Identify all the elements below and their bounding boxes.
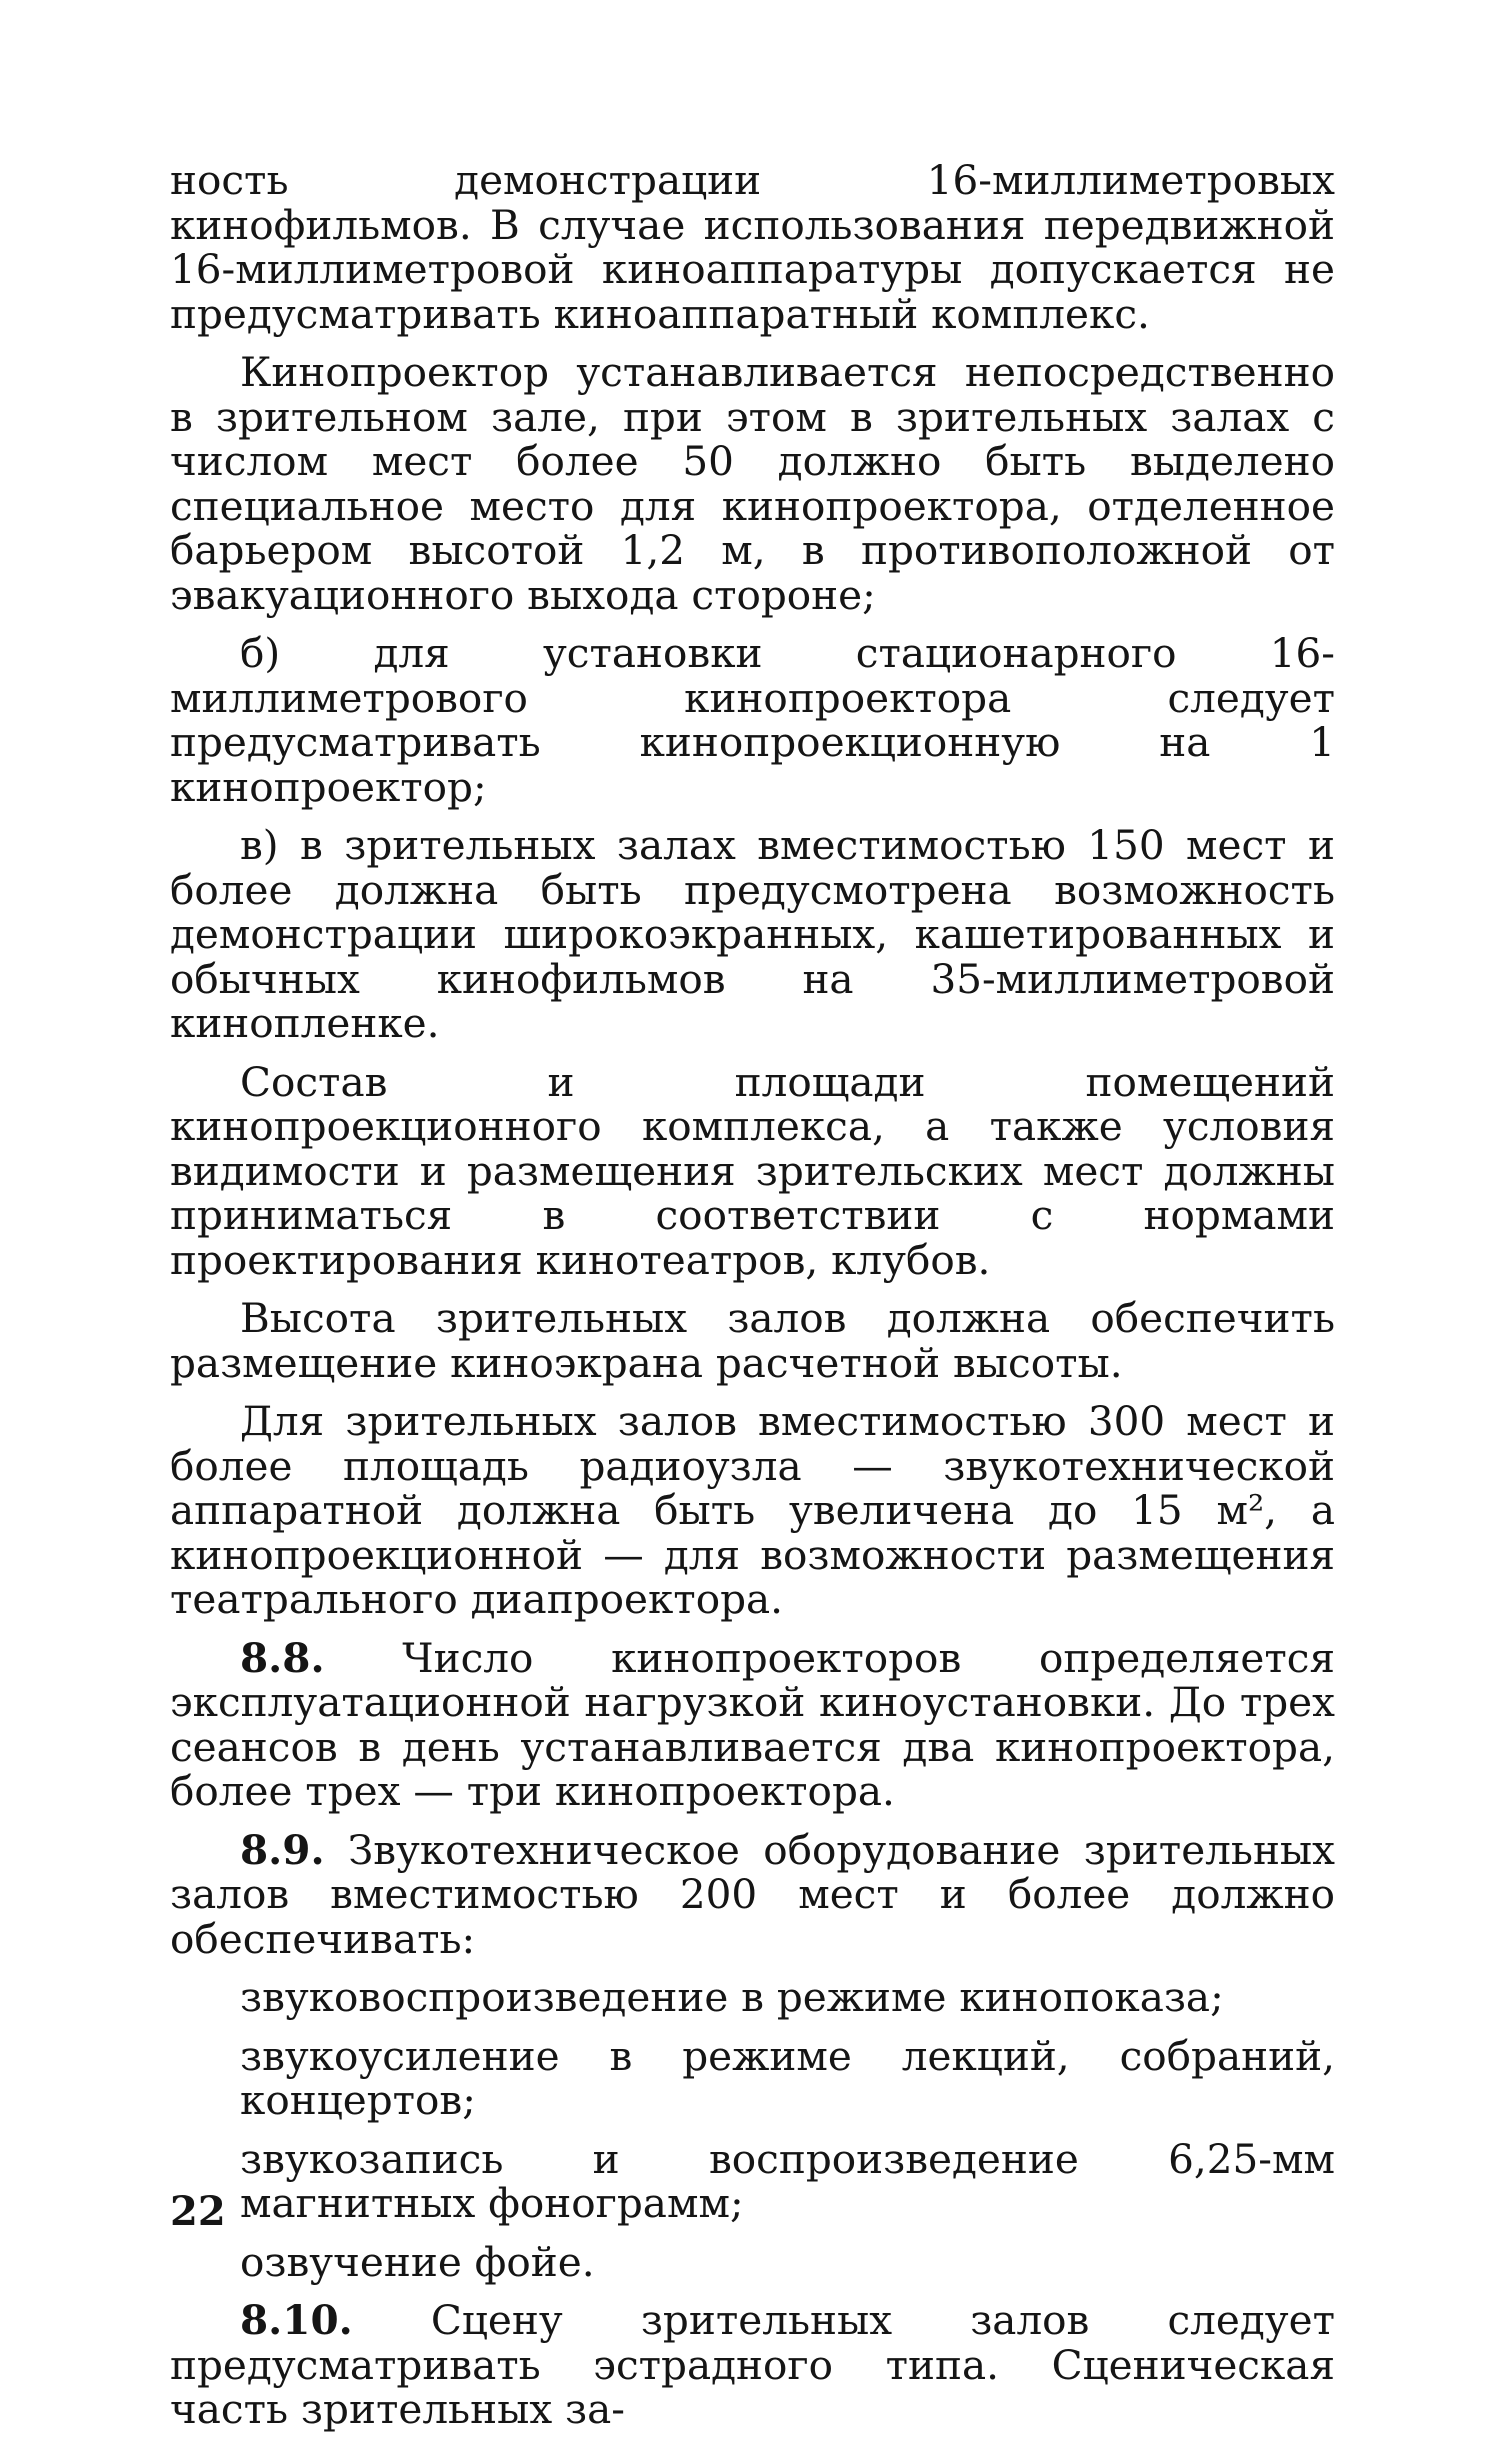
paragraph-section-8-9 <box>170 1825 1336 1963</box>
section-number: 8.9. <box>240 1825 325 1874</box>
page-body <box>170 158 1335 2446</box>
section-text: Сцену зрительных залов следует предусматривать эстрадного типа. Сценическая часть зрительных за- <box>170 2296 1335 2433</box>
section-text: Звукотехническое оборудование зрительных залов вместимостью 200 мест и более должно обеспечивать: <box>170 1825 1336 1963</box>
list-item: звуковоспроизведение в режиме кинопоказа; <box>240 1973 1224 2021</box>
paragraph-section-8-8 <box>170 1633 1336 1815</box>
section-number: 8.10. <box>240 2296 353 2344</box>
section-text: Число кинопроекторов определяется эксплуатационной нагрузкой киноустановки. До трех сеансов в день устанавливается два кинопроектора, более трех — три кинопроектора. <box>170 1633 1336 1815</box>
list-item: звукозапись и воспроизведение 6,25-мм магнитных фонограмм; <box>240 2134 1335 2227</box>
paragraph-item-v: в) в зрительных залах вместимостью 150 мест и более должна быть предусмотрена возможность демонстрации широкоэкранных, кашетированных и обычных кинофильмов на 35-миллиметровой кинопленке. <box>170 821 1335 1047</box>
page-number: 22 <box>170 2188 226 2235</box>
paragraph-continuation: ность демонстрации 16-миллиметровых кинофильмов. В случае использования передвижной 16-миллиметровой киноаппаратуры допускается не предусматривать киноаппаратный комплекс. <box>170 156 1335 338</box>
paragraph-projector-placement: Кинопроектор устанавливается непосредственно в зрительном зале, при этом в зрительных залах с числом мест более 50 должно быть выделено специальное место для кинопроектора, отделенное барьером высотой 1,2 м, в противоположной от эвакуационного выхода стороне; <box>170 348 1335 619</box>
paragraph-large-halls: Для зрительных залов вместимостью 300 мест и более площадь радиоузла — звукотехнической аппаратной должна быть увеличена до 15 м², а кинопроекционной — для возможности размещения театрального диапроектора. <box>170 1397 1335 1623</box>
list-item: звукоусиление в режиме лекций, собраний, концертов; <box>240 2031 1335 2124</box>
paragraph-item-b: б) для установки стационарного 16-миллиметрового кинопроектора следует предусматривать кинопроекционную на 1 кинопроектор; <box>170 629 1335 811</box>
section-number: 8.8. <box>240 1633 325 1682</box>
paragraph-hall-height: Высота зрительных залов должна обеспечить размещение киноэкрана расчетной высоты. <box>170 1294 1335 1387</box>
paragraph-section-8-10 <box>170 2298 1335 2432</box>
paragraph-composition: Состав и площади помещений кинопроекционного комплекса, а также условия видимости и размещения зрительских мест должны приниматься в соответствии с нормами проектирования кинотеатров, клубов. <box>170 1057 1335 1284</box>
list-item: озвучение фойе. <box>240 2237 595 2286</box>
